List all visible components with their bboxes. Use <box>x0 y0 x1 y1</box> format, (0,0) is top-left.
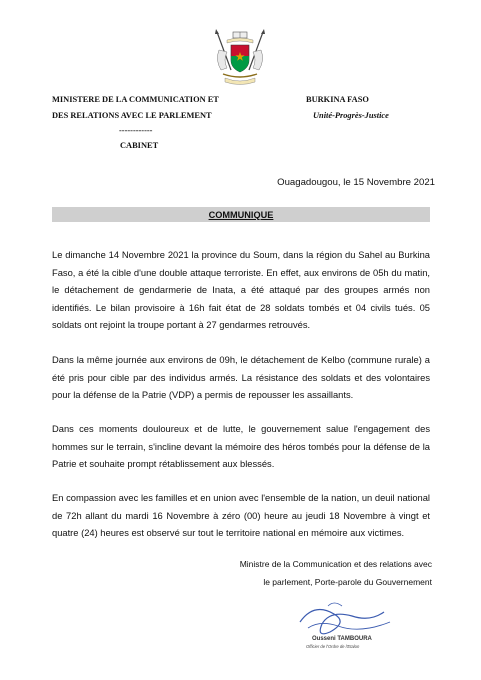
signature-block <box>212 555 432 591</box>
signatory-title-line2: le parlement, Porte-parole du Gouvernement <box>263 577 432 587</box>
dateline: Ouagadougou, le 15 Novembre 2021 <box>277 177 435 188</box>
communique-title: COMMUNIQUE <box>208 209 274 220</box>
paragraph-3: Dans ces moments douloureux et de lutte, le gouvernement salue l'engagement des hommes sur le terrain, s'incline devant la mémoire des héros tombés pour la défense de la Patrie et souhaite prompt rétablissement aux blessés. <box>52 424 430 469</box>
ministry-name-line2: DES RELATIONS AVEC LE PARLEMENT <box>52 111 212 120</box>
cabinet-label: CABINET <box>120 141 159 150</box>
header-separator: ------------ <box>119 126 153 135</box>
country-name: BURKINA FASO <box>306 95 369 104</box>
communique-title-bar <box>52 207 430 222</box>
signatory-name: Ousseni TAMBOURA <box>312 636 372 642</box>
signatory-title-line1: Ministre de la Communication et des relations avec <box>239 559 432 569</box>
paragraph-2: Dans la même journée aux environs de 09h, le détachement de Kelbo (commune rurale) a été pris pour cible par des individus armés. La résistance des soldats et des volontaires pour la défense de la Patrie (VDP) a permis de repousser les assaillants. <box>52 355 430 400</box>
coat-of-arms-emblem <box>207 24 273 90</box>
signatory-distinction: Officier de l'Ordre de l'Etalon <box>306 644 360 649</box>
paragraph-4: En compassion avec les familles et en union avec l'ensemble de la nation, un deuil national de 72h allant du mardi 16 Novembre à zéro (00) heure au jeudi 18 Novembre à vingt et quatre (24) heures est observé sur tout le territoire national en mémoire aux victimes. <box>52 493 430 538</box>
paragraph-1: Le dimanche 14 Novembre 2021 la province du Soum, dans la région du Sahel au Burkina Faso, a été la cible d'une double attaque terroriste. En effet, aux environs de 05h du matin, le détachement de gendarmerie de Inata, a été attaqué par des groupes armés non identifiés. Le bilan provisoire à 16h fait état de 28 soldats tombés et 04 civils tués. 05 soldats ont rejoint la troupe portant à 27 gendarmes retrouvés. <box>52 250 430 330</box>
ministry-name-line1: MINISTERE DE LA COMMUNICATION ET <box>52 95 219 104</box>
national-motto: Unité-Progrès-Justice <box>313 111 389 120</box>
